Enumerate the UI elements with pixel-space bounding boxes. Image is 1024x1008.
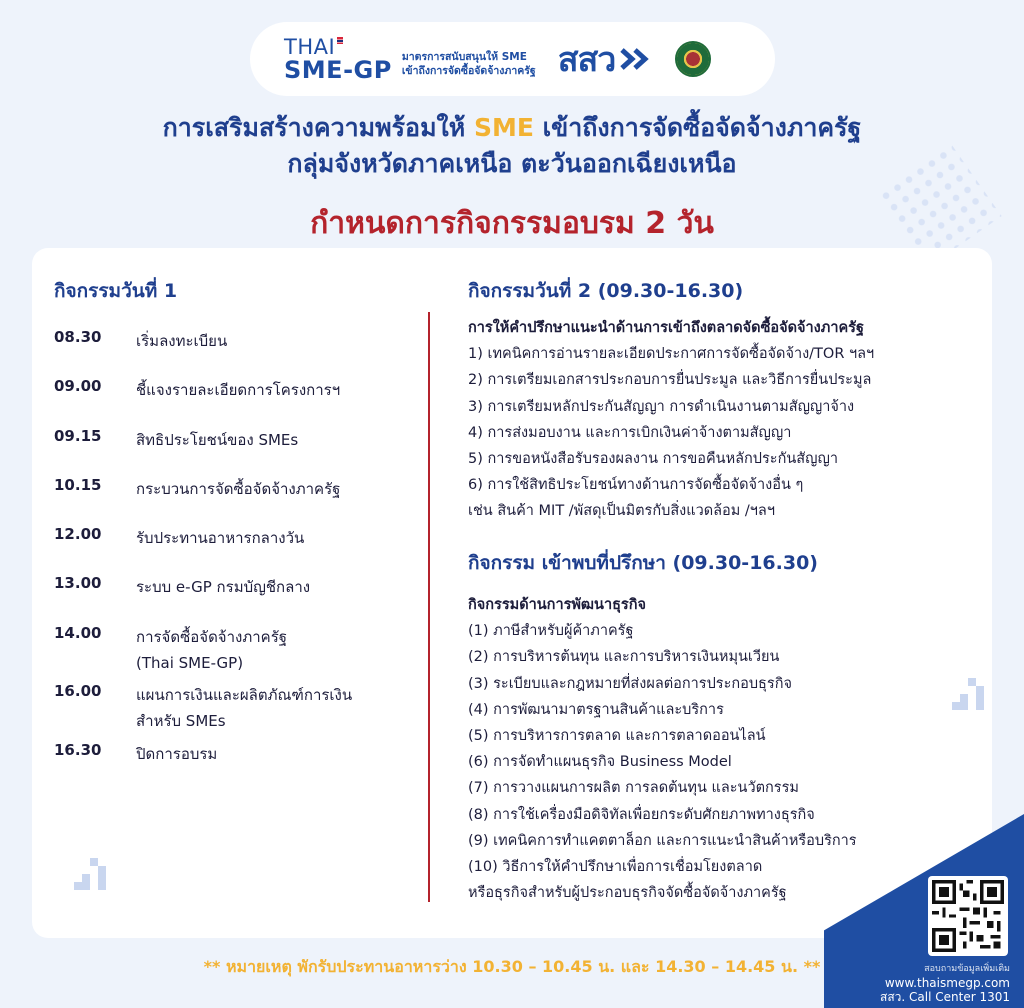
list-item: (10) วิธีการให้คำปรึกษาเพื่อการเชื่อมโยงตลาด bbox=[468, 859, 763, 876]
page-title: การเสริมสร้างความพร้อมให้ SME เข้าถึงการจัดซื้อจัดจ้างภาครัฐ bbox=[162, 113, 862, 142]
list-item: (5) การบริหารการตลาด และการตลาดออนไลน์ bbox=[468, 728, 766, 745]
list-item: (8) การใช้เครื่องมือดิจิทัลเพื่อยกระดับศักยภาพทางธุรกิจ bbox=[468, 806, 815, 823]
day1-schedule bbox=[54, 328, 424, 767]
schedule-time: 12.00 bbox=[54, 525, 102, 543]
consult-subheading: กิจกรรมด้านการพัฒนาธุรกิจ bbox=[468, 597, 646, 613]
list-item: 3) การเตรียมหลักประกันสัญญา การดำเนินงานตามสัญญาจ้าง bbox=[468, 398, 855, 415]
double-chevron-icon bbox=[619, 47, 653, 71]
more-info-label: สอบถามข้อมูลเพิ่มเติม bbox=[924, 964, 1010, 974]
schedule-time: 16.30 bbox=[54, 740, 102, 759]
list-item: 4) การส่งมอบงาน และการเบิกเงินค่าจ้างตามสัญญา bbox=[468, 424, 792, 441]
schedule-time: 16.00 bbox=[54, 682, 102, 700]
list-item: (6) การจัดทำแผนธุรกิจ Business Model bbox=[468, 754, 732, 771]
list-item: (1) ภาษีสำหรับผู้ค้าภาครัฐ bbox=[468, 623, 634, 640]
logo-banner bbox=[250, 22, 775, 96]
consult-list bbox=[468, 592, 988, 906]
list-item: (4) การพัฒนามาตรฐานสินค้าและบริการ bbox=[468, 701, 724, 718]
list-item: (3) ระเบียบและกฎหมายที่ส่งผลต่อการประกอบธุรกิจ bbox=[468, 675, 792, 692]
schedule-desc-line-1: แผนการเงินและผลิตภัณฑ์การเงิน bbox=[136, 686, 353, 704]
list-item: 1) เทคนิคการอ่านรายละเอียดประกาศการจัดซื้อจัดจ้าง/TOR ฯลฯ bbox=[468, 346, 875, 363]
schedule-desc: รับประทานอาหารกลางวัน bbox=[136, 529, 305, 547]
list-item: 6) การใช้สิทธิประโยชน์ทางด้านการจัดซื้อจัดจ้างอื่น ๆ bbox=[468, 477, 804, 494]
list-item: เช่น สินค้า MIT /พัสดุเป็นมิตรกับสิ่งแวดล้อม /ฯลฯ bbox=[468, 503, 775, 520]
call-center-text: สสว. Call Center 1301 bbox=[880, 990, 1010, 1004]
logo-tagline-line-1: มาตรการสนับสนุนให้ SME bbox=[401, 50, 527, 63]
schedule-row bbox=[54, 377, 424, 403]
schedule-row bbox=[54, 741, 424, 767]
schedule-desc: เริ่มลงทะเบียน bbox=[136, 332, 228, 350]
schedule-desc-line-2: (Thai SME-GP) bbox=[136, 653, 244, 672]
contact-info bbox=[880, 962, 1010, 1004]
schedule-row bbox=[54, 682, 424, 735]
thai-sme-gp-logo bbox=[284, 34, 392, 84]
schedule-row bbox=[54, 624, 424, 677]
website-link[interactable]: www.thaismegp.com bbox=[884, 976, 1010, 990]
list-item: 2) การเตรียมเอกสารประกอบการยื่นประมูล และวิธีการยื่นประมูล bbox=[468, 372, 872, 389]
logo-thai-text: THAI bbox=[284, 34, 336, 59]
schedule-desc: สิทธิประโยชน์ของ SMEs bbox=[136, 430, 299, 449]
schedule-desc-line-2: สำหรับ SMEs bbox=[136, 712, 226, 731]
list-item: (7) การวางแผนการผลิต การลดต้นทุน และนวัตกรรม bbox=[468, 780, 799, 797]
title-highlight: SME bbox=[473, 113, 534, 142]
footnote: ** หมายเหตุ พักรับประทานอาหารว่าง 10.30 – 10.45 น. และ 14.30 – 14.45 น. ** bbox=[203, 957, 821, 976]
schedule-title: กำหนดการกิจกรรมอบรม 2 วัน bbox=[310, 206, 714, 241]
schedule-row bbox=[54, 525, 424, 551]
schedule-row bbox=[54, 574, 424, 600]
osmep-logo bbox=[558, 32, 654, 86]
schedule-desc: ชี้แจงรายละเอียดการโครงการฯ bbox=[136, 381, 341, 400]
day2-subheading: การให้คำปรึกษาแนะนำด้านการเข้าถึงตลาดจัดซื้อจัดจ้างภาครัฐ bbox=[468, 320, 864, 336]
schedule-time: 10.15 bbox=[54, 475, 102, 494]
schedule-time: 08.30 bbox=[54, 328, 102, 346]
schedule-desc: ปิดการอบรม bbox=[136, 744, 218, 763]
osmep-logo-text: สสว bbox=[557, 40, 616, 80]
day2-heading: กิจกรรมวันที่ 2 (09.30-16.30) bbox=[468, 280, 744, 302]
schedule-row bbox=[54, 476, 424, 502]
logo-tagline bbox=[402, 50, 536, 78]
corner-bracket-icon bbox=[72, 856, 112, 896]
schedule-desc: ระบบ e-GP กรมบัญชีกลาง bbox=[136, 578, 311, 597]
university-seal-icon bbox=[675, 41, 711, 77]
schedule-desc bbox=[136, 682, 424, 735]
day2-list bbox=[468, 315, 988, 525]
schedule-row bbox=[54, 328, 424, 354]
schedule-time: 14.00 bbox=[54, 623, 102, 642]
logo-smegp-text: SME-GP bbox=[284, 55, 392, 84]
thai-flag-icon bbox=[337, 37, 343, 44]
list-item: 5) การขอหนังสือรับรองผลงาน การขอคืนหลักประกันสัญญา bbox=[468, 451, 838, 468]
logo-tagline-line-2: เข้าถึงการจัดซื้อจัดจ้างภาครัฐ bbox=[401, 65, 536, 77]
qr-code-icon[interactable] bbox=[928, 876, 1008, 956]
day1-heading: กิจกรรมวันที่ 1 bbox=[54, 280, 178, 302]
corner-bracket-icon bbox=[950, 676, 990, 716]
column-divider bbox=[428, 312, 430, 902]
schedule-row bbox=[54, 427, 424, 453]
schedule-desc: กระบวนการจัดซื้อจัดจ้างภาครัฐ bbox=[136, 479, 341, 498]
list-item: (2) การบริหารต้นทุน และการบริหารเงินหมุนเวียน bbox=[468, 649, 780, 666]
list-item: (9) เทคนิคการทำแคตตาล็อก และการแนะนำสินค้าหรือบริการ bbox=[468, 832, 857, 849]
page-subtitle: กลุ่มจังหวัดภาคเหนือ ตะวันออกเฉียงเหนือ bbox=[287, 149, 737, 178]
schedule-time: 13.00 bbox=[54, 574, 102, 593]
list-item: หรือธุรกิจสำหรับผู้ประกอบธุรกิจจัดซื้อจัดจ้างภาครัฐ bbox=[468, 885, 787, 902]
schedule-time: 09.15 bbox=[54, 426, 102, 445]
schedule-desc-line-1: การจัดซื้อจัดจ้างภาครัฐ bbox=[136, 627, 288, 646]
schedule-desc bbox=[136, 624, 424, 677]
schedule-time: 09.00 bbox=[54, 377, 102, 396]
consult-heading: กิจกรรม เข้าพบที่ปรึกษา (09.30-16.30) bbox=[468, 552, 818, 574]
